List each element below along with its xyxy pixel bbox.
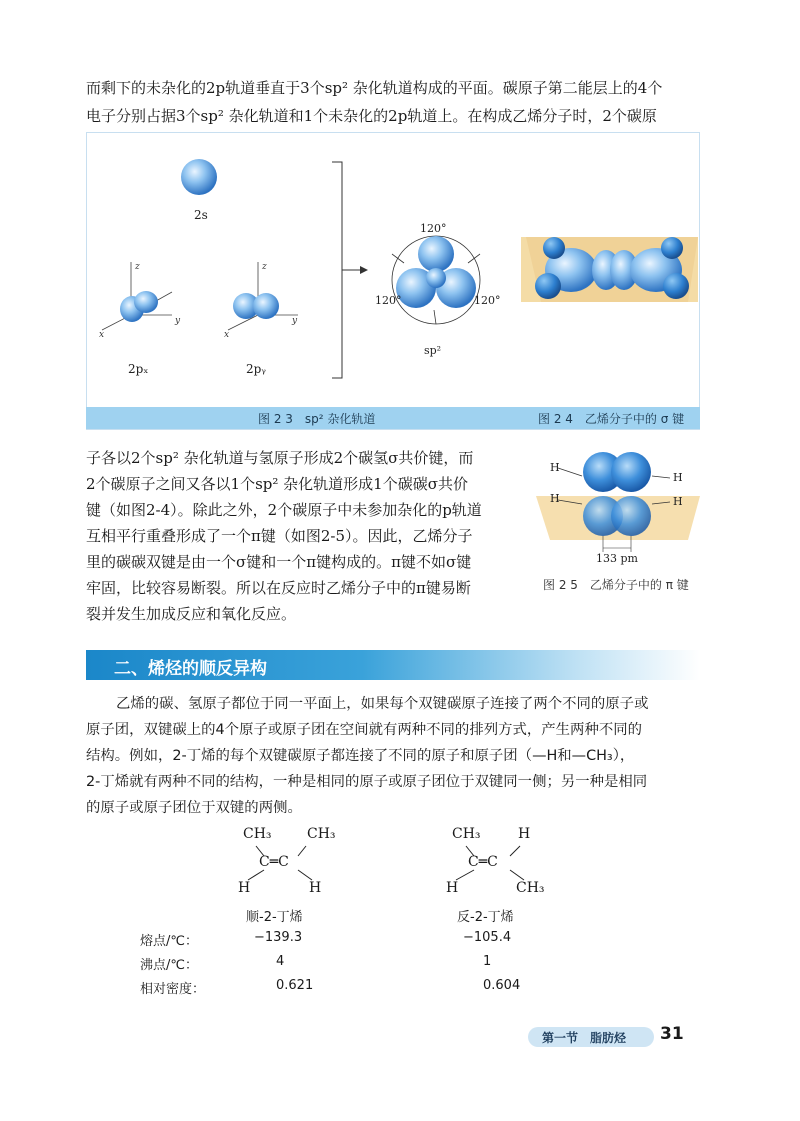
angle-right: 120°: [474, 294, 501, 307]
orbital-2s-sphere: [181, 159, 217, 195]
middle-paragraph-line-6: 牢固，比较容易断裂。所以在反应时乙烯分子中的π键易断: [86, 579, 471, 597]
label-2s: 2s: [194, 208, 208, 222]
trans-center: C═C: [468, 854, 498, 870]
cis-center: C═C: [259, 854, 289, 870]
footer-section-label: [528, 1027, 654, 1047]
prop-trans-boiling: 1: [483, 954, 492, 969]
label-sp2: sp²: [424, 344, 442, 357]
middle-paragraph-line-5: 里的碳碳双键是由一个σ键和一个π键构成的。π键不如σ键: [86, 553, 472, 571]
footer-section-text: 第一节 脂肪烃: [542, 1031, 627, 1045]
axis-z-px: z: [135, 262, 140, 272]
section-heading-bar: [86, 650, 700, 680]
section-paragraph-line-3: 结构。例如，2-丁烯的每个双键碳原子都连接了不同的原子和原子团（—H和—CH₃），: [86, 748, 635, 764]
top-paragraph-line-2: 电子分别占据3个sp² 杂化轨道和1个未杂化的2p轨道上。在构成乙烯分子时，2个碳原: [86, 107, 657, 125]
bracket-arrow: [332, 162, 368, 378]
middle-paragraph-line-1: 子各以2个sp² 杂化轨道与氢原子形成2个碳氢σ共价键，而: [86, 449, 474, 467]
fig25-h-top-left: H: [550, 461, 560, 474]
cis-bottom-right: H: [309, 880, 322, 896]
section-title: 二、烯烃的顺反异构: [114, 659, 267, 679]
figure-caption-bar: [86, 407, 700, 429]
cis-top-left: CH₃: [243, 826, 272, 842]
orbital-2px-diagram: [102, 262, 172, 330]
prop-cis-melting: −139.3: [254, 930, 303, 945]
caption-fig-2-4: 图 2 4 乙烯分子中的 σ 键: [538, 412, 685, 426]
angle-left: 120°: [375, 294, 402, 307]
prop-trans-melting: −105.4: [463, 930, 512, 945]
prop-cis-boiling: 4: [276, 954, 285, 969]
caption-fig-2-3: 图 2 3 sp² 杂化轨道: [258, 412, 376, 426]
fig25-h-bottom-left: H: [550, 492, 560, 505]
label-2px: 2pₓ: [128, 362, 149, 376]
trans-top-left: CH₃: [452, 826, 481, 842]
fig25-distance: 133 pm: [596, 552, 638, 565]
cis-top-right: CH₃: [307, 826, 336, 842]
section-paragraph-line-2: 原子团，双键碳上的4个原子或原子团在空间就有两种不同的排列方式，产生两种不同的: [86, 722, 643, 738]
trans-bonds: [444, 840, 534, 884]
axis-z-py: z: [262, 262, 267, 272]
axis-x-px: x: [99, 330, 105, 340]
cis-bonds: [236, 840, 326, 884]
section-paragraph-line-1: 乙烯的碳、氢原子都位于同一平面上，如果每个双键碳原子连接了两个不同的原子或: [116, 696, 649, 712]
prop-label-melting: 熔点/℃：: [140, 934, 198, 949]
axis-y-py: y: [292, 316, 298, 326]
axis-x-py: x: [224, 330, 230, 340]
prop-trans-density: 0.604: [483, 978, 521, 993]
prop-label-density: 相对密度：: [140, 982, 206, 997]
axis-y-px: y: [175, 316, 181, 326]
trans-name: 反-2-丁烯: [457, 910, 514, 925]
top-paragraph-line-1: 而剩下的未杂化的2p轨道垂直于3个sp² 杂化轨道构成的平面。碳原子第二能层上的4个: [86, 79, 663, 97]
section-paragraph-line-4: 2-丁烯就有两种不同的结构，一种是相同的原子或原子团位于双键同一侧；另一种是相同: [86, 774, 648, 790]
caption-fig-2-5: 图 2 5 乙烯分子中的 π 键: [543, 578, 689, 592]
section-paragraph-line-5: 的原子或原子团位于双键的两侧。: [86, 800, 302, 816]
trans-top-right: H: [518, 826, 531, 842]
fig25-h-bottom-right: H: [673, 495, 683, 508]
trans-bottom-left: H: [446, 880, 459, 896]
fig25-h-top-right: H: [673, 471, 683, 484]
prop-label-boiling: 沸点/℃：: [140, 958, 198, 973]
page-number: 31: [660, 1024, 684, 1044]
ethylene-sigma-diagram: [521, 237, 698, 302]
middle-paragraph-line-2: 2个碳原子之间又各以1个sp² 杂化轨道形成1个碳碳σ共价: [86, 475, 468, 493]
prop-cis-density: 0.621: [276, 978, 314, 993]
trans-bottom-right: CH₃: [516, 880, 545, 896]
cis-name: 顺-2-丁烯: [246, 910, 303, 925]
middle-paragraph-line-7: 裂并发生加成反应和氧化反应。: [86, 605, 297, 623]
orbital-2py-diagram: [228, 262, 298, 330]
middle-paragraph-line-3: 键（如图2-4）。除此之外，2个碳原子中未参加杂化的p轨道: [86, 501, 482, 519]
angle-top: 120°: [420, 222, 447, 235]
orbital-figure-art: [86, 132, 698, 408]
sp2-hybrid-diagram: [392, 236, 480, 324]
label-2py: 2pᵧ: [246, 362, 266, 376]
middle-paragraph-line-4: 互相平行重叠形成了一个π键（如图2-5）。因此，乙烯分子: [86, 527, 473, 545]
cis-bottom-left: H: [238, 880, 251, 896]
